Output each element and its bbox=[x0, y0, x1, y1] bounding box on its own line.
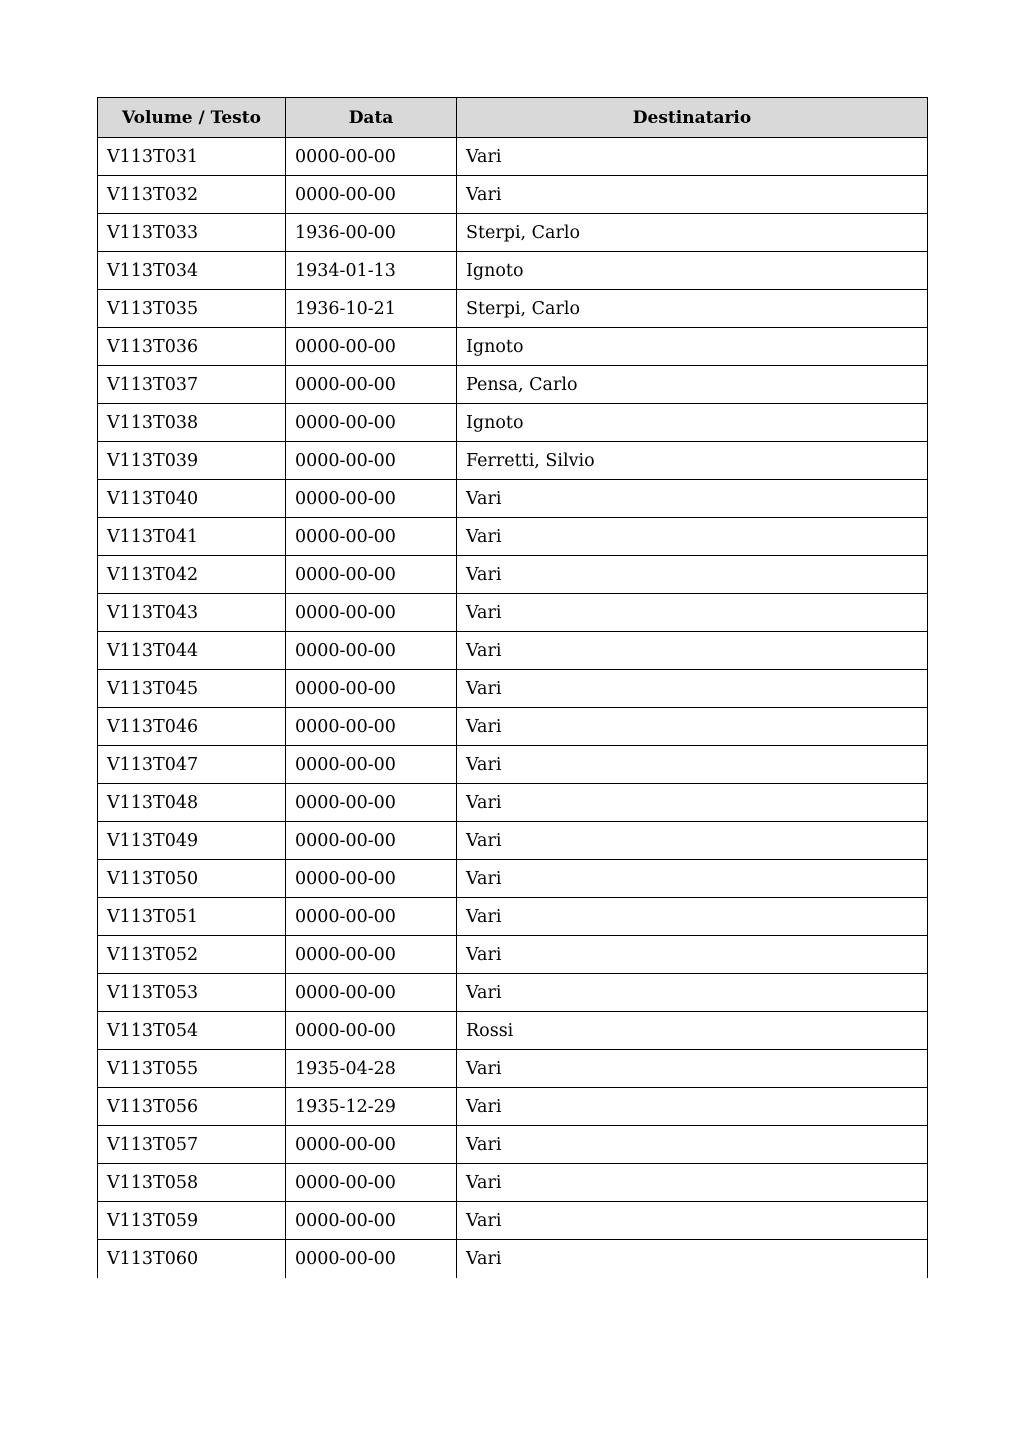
cell-destinatario: Vari bbox=[457, 974, 928, 1012]
table-row bbox=[98, 1126, 928, 1164]
cell-volume-testo: V113T039 bbox=[98, 442, 286, 480]
cell-destinatario: Vari bbox=[457, 822, 928, 860]
cell-destinatario: Vari bbox=[457, 632, 928, 670]
table-row bbox=[98, 252, 928, 290]
cell-data: 0000-00-00 bbox=[286, 556, 457, 594]
cell-data: 0000-00-00 bbox=[286, 708, 457, 746]
table-row bbox=[98, 898, 928, 936]
cell-volume-testo: V113T060 bbox=[98, 1240, 286, 1278]
cell-destinatario: Vari bbox=[457, 936, 928, 974]
cell-data: 1936-10-21 bbox=[286, 290, 457, 328]
cell-data: 0000-00-00 bbox=[286, 670, 457, 708]
cell-data: 0000-00-00 bbox=[286, 328, 457, 366]
cell-destinatario: Vari bbox=[457, 670, 928, 708]
table-row bbox=[98, 974, 928, 1012]
cell-volume-testo: V113T047 bbox=[98, 746, 286, 784]
table-row bbox=[98, 176, 928, 214]
cell-destinatario: Ferretti, Silvio bbox=[457, 442, 928, 480]
cell-destinatario: Vari bbox=[457, 176, 928, 214]
table-row bbox=[98, 860, 928, 898]
cell-destinatario: Vari bbox=[457, 1164, 928, 1202]
cell-volume-testo: V113T056 bbox=[98, 1088, 286, 1126]
cell-volume-testo: V113T053 bbox=[98, 974, 286, 1012]
cell-destinatario: Vari bbox=[457, 746, 928, 784]
table-row bbox=[98, 404, 928, 442]
cell-volume-testo: V113T035 bbox=[98, 290, 286, 328]
cell-volume-testo: V113T040 bbox=[98, 480, 286, 518]
table-row bbox=[98, 518, 928, 556]
cell-destinatario: Vari bbox=[457, 1240, 928, 1278]
table-row bbox=[98, 708, 928, 746]
table-row bbox=[98, 1164, 928, 1202]
cell-destinatario: Vari bbox=[457, 1126, 928, 1164]
cell-destinatario: Vari bbox=[457, 1050, 928, 1088]
cell-data: 0000-00-00 bbox=[286, 594, 457, 632]
cell-volume-testo: V113T049 bbox=[98, 822, 286, 860]
cell-destinatario: Sterpi, Carlo bbox=[457, 214, 928, 252]
cell-data: 0000-00-00 bbox=[286, 936, 457, 974]
cell-destinatario: Vari bbox=[457, 518, 928, 556]
cell-volume-testo: V113T034 bbox=[98, 252, 286, 290]
table-row bbox=[98, 1202, 928, 1240]
cell-volume-testo: V113T036 bbox=[98, 328, 286, 366]
cell-volume-testo: V113T031 bbox=[98, 138, 286, 176]
table-row bbox=[98, 1240, 928, 1278]
table-row bbox=[98, 214, 928, 252]
table-row bbox=[98, 442, 928, 480]
table-row bbox=[98, 784, 928, 822]
cell-volume-testo: V113T055 bbox=[98, 1050, 286, 1088]
cell-volume-testo: V113T041 bbox=[98, 518, 286, 556]
cell-destinatario: Vari bbox=[457, 556, 928, 594]
table-row bbox=[98, 480, 928, 518]
cell-data: 1934-01-13 bbox=[286, 252, 457, 290]
cell-volume-testo: V113T052 bbox=[98, 936, 286, 974]
table-row bbox=[98, 366, 928, 404]
table-row bbox=[98, 632, 928, 670]
cell-destinatario: Vari bbox=[457, 708, 928, 746]
cell-destinatario: Pensa, Carlo bbox=[457, 366, 928, 404]
column-header-data: Data bbox=[286, 98, 457, 138]
cell-data: 0000-00-00 bbox=[286, 1126, 457, 1164]
table-row bbox=[98, 746, 928, 784]
table-row bbox=[98, 1012, 928, 1050]
table-row bbox=[98, 936, 928, 974]
cell-volume-testo: V113T059 bbox=[98, 1202, 286, 1240]
cell-destinatario: Ignoto bbox=[457, 404, 928, 442]
cell-data: 1936-00-00 bbox=[286, 214, 457, 252]
table-row bbox=[98, 1050, 928, 1088]
table-row bbox=[98, 138, 928, 176]
document-page bbox=[97, 97, 927, 1278]
cell-data: 0000-00-00 bbox=[286, 442, 457, 480]
cell-destinatario: Vari bbox=[457, 1088, 928, 1126]
cell-data: 1935-04-28 bbox=[286, 1050, 457, 1088]
cell-volume-testo: V113T045 bbox=[98, 670, 286, 708]
table-body bbox=[98, 138, 928, 1278]
cell-destinatario: Vari bbox=[457, 1202, 928, 1240]
table-header-row bbox=[98, 98, 928, 138]
cell-volume-testo: V113T046 bbox=[98, 708, 286, 746]
cell-volume-testo: V113T042 bbox=[98, 556, 286, 594]
cell-data: 1935-12-29 bbox=[286, 1088, 457, 1126]
column-header-destinatario: Destinatario bbox=[457, 98, 928, 138]
letters-table bbox=[97, 97, 928, 1278]
cell-data: 0000-00-00 bbox=[286, 746, 457, 784]
cell-data: 0000-00-00 bbox=[286, 822, 457, 860]
table-row bbox=[98, 1088, 928, 1126]
cell-data: 0000-00-00 bbox=[286, 898, 457, 936]
cell-data: 0000-00-00 bbox=[286, 974, 457, 1012]
cell-destinatario: Rossi bbox=[457, 1012, 928, 1050]
cell-data: 0000-00-00 bbox=[286, 1240, 457, 1278]
cell-data: 0000-00-00 bbox=[286, 138, 457, 176]
cell-volume-testo: V113T044 bbox=[98, 632, 286, 670]
cell-destinatario: Sterpi, Carlo bbox=[457, 290, 928, 328]
cell-destinatario: Ignoto bbox=[457, 252, 928, 290]
table-row bbox=[98, 290, 928, 328]
table-row bbox=[98, 670, 928, 708]
cell-data: 0000-00-00 bbox=[286, 632, 457, 670]
cell-volume-testo: V113T054 bbox=[98, 1012, 286, 1050]
cell-data: 0000-00-00 bbox=[286, 176, 457, 214]
cell-destinatario: Vari bbox=[457, 898, 928, 936]
cell-destinatario: Vari bbox=[457, 480, 928, 518]
cell-volume-testo: V113T043 bbox=[98, 594, 286, 632]
cell-data: 0000-00-00 bbox=[286, 784, 457, 822]
cell-volume-testo: V113T037 bbox=[98, 366, 286, 404]
cell-destinatario: Vari bbox=[457, 594, 928, 632]
table-row bbox=[98, 556, 928, 594]
column-header-volume-testo: Volume / Testo bbox=[98, 98, 286, 138]
cell-destinatario: Vari bbox=[457, 784, 928, 822]
table-row bbox=[98, 594, 928, 632]
table-row bbox=[98, 822, 928, 860]
cell-volume-testo: V113T033 bbox=[98, 214, 286, 252]
cell-volume-testo: V113T038 bbox=[98, 404, 286, 442]
cell-data: 0000-00-00 bbox=[286, 1012, 457, 1050]
cell-volume-testo: V113T050 bbox=[98, 860, 286, 898]
cell-destinatario: Ignoto bbox=[457, 328, 928, 366]
cell-data: 0000-00-00 bbox=[286, 860, 457, 898]
cell-volume-testo: V113T057 bbox=[98, 1126, 286, 1164]
table-row bbox=[98, 328, 928, 366]
cell-data: 0000-00-00 bbox=[286, 1202, 457, 1240]
cell-volume-testo: V113T048 bbox=[98, 784, 286, 822]
cell-volume-testo: V113T051 bbox=[98, 898, 286, 936]
cell-destinatario: Vari bbox=[457, 138, 928, 176]
cell-volume-testo: V113T058 bbox=[98, 1164, 286, 1202]
cell-data: 0000-00-00 bbox=[286, 518, 457, 556]
cell-volume-testo: V113T032 bbox=[98, 176, 286, 214]
cell-data: 0000-00-00 bbox=[286, 366, 457, 404]
cell-data: 0000-00-00 bbox=[286, 404, 457, 442]
cell-data: 0000-00-00 bbox=[286, 480, 457, 518]
cell-destinatario: Vari bbox=[457, 860, 928, 898]
cell-data: 0000-00-00 bbox=[286, 1164, 457, 1202]
